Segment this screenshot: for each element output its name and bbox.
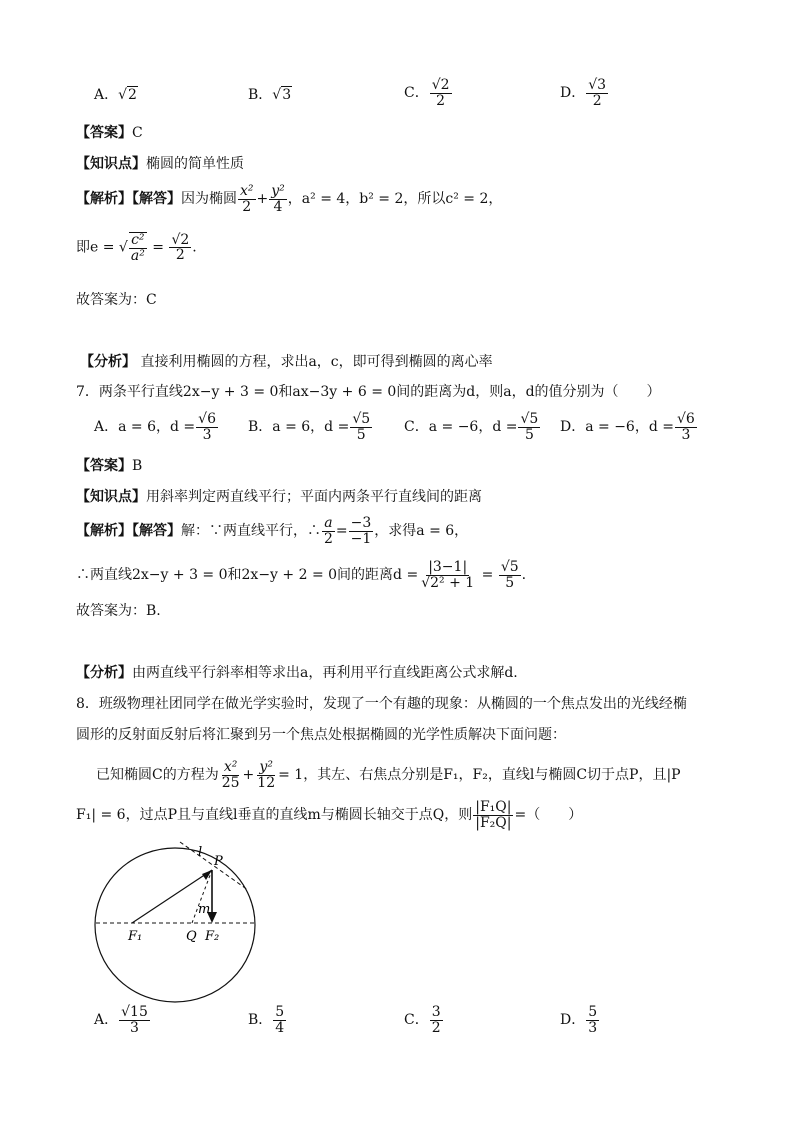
svg-text:F₁: F₁ — [128, 929, 143, 944]
q6-analysis-2: 即e = √ $\frac{\text{c²}}{\text{a²}}$ = $\frac{√2}{2}$ . — [76, 231, 197, 264]
q7-knowledge-point: 【知识点】用斜率判定两直线平行；平面内两条平行直线间的距离 — [76, 489, 482, 505]
svg-text:P: P — [214, 854, 223, 869]
q6-option-c: C． $\frac{√2}{2}$ — [404, 77, 450, 109]
q7-fenxi: 【分析】由两直线平行斜率相等求出a，再利用平行直线距离公式求解d. — [76, 665, 518, 681]
svg-text:m: m — [198, 902, 211, 917]
q8-option-a: A． $\frac{√15}{3}$ — [94, 1004, 148, 1036]
q7-option-c: C．a = −6，d = $\frac{√5}{5}$ — [404, 411, 539, 443]
q7-analysis-2: ∴两直线2x−y + 3 = 0和2x−y + 2 = 0间的距离d = $\frac{|3-1|}{\text{√2² + 1}}$ = $\frac{√5}{5}$ . — [76, 559, 527, 591]
svg-text:F₂: F₂ — [205, 929, 220, 944]
q6-fenxi: 【分析】 直接利用椭圆的方程，求出a，c，即可得到椭圆的离心率 — [80, 354, 493, 370]
q6-answer: 【答案】C — [76, 125, 143, 141]
q6-option-a: A．√2 — [94, 87, 137, 103]
q6-option-b: B．√3 — [248, 87, 292, 103]
q8-stem-3: 已知椭圆C的方程为 $\frac{\text{x²}}{25}$ + $\frac{\text{y²}}{12}$ = 1，其左、右焦点分别是F₁，F₂，直线l与椭圆C切于点P，且|P — [96, 759, 681, 791]
q8-stem-1: 8．班级物理社团同学在做光学实验时，发现了一个有趣的现象：从椭圆的一个焦点发出的光线经椭 — [76, 696, 687, 712]
q7-answer: 【答案】B — [76, 458, 143, 474]
q7-option-a: A．a = 6，d = $\frac{√6}{3}$ — [94, 411, 216, 443]
q7-option-b: B．a = 6，d = $\frac{√5}{5}$ — [248, 411, 371, 443]
q7-option-d: D．a = −6，d = $\frac{√6}{3}$ — [560, 411, 695, 443]
q7-stem: 7．两条平行直线2x−y + 3 = 0和ax−3y + 6 = 0间的距离为d，则a，d的值分别为（ ） — [76, 384, 661, 400]
q7-analysis: 【解析】【解答】解：∵两直线平行，∴ $\frac{a}{2}$ = $\frac{-3}{-1}$ ，求得a = 6， — [76, 515, 469, 547]
svg-text:Q: Q — [186, 929, 197, 944]
q6-analysis: 【解析】【解答】因为椭圆 $\frac{\text{x²}}{2}$ + $\frac{\text{y²}}{4}$ ，a² = 4，b² = 2，所以c² = 2， — [76, 183, 503, 215]
q7-final: 故答案为：B. — [76, 603, 161, 619]
q8-option-b: B． $\frac{5}{4}$ — [248, 1004, 285, 1036]
q8-option-c: C． $\frac{3}{2}$ — [404, 1004, 441, 1036]
ellipse-figure — [88, 840, 263, 1010]
arrow-head-p — [202, 870, 212, 880]
q6-option-d: D． $\frac{√3}{2}$ — [560, 77, 607, 109]
q8-option-d: D． $\frac{5}{3}$ — [560, 1004, 598, 1036]
sqrt-symbol: √ — [118, 87, 128, 103]
ellipse-curve — [95, 848, 255, 1002]
q6-knowledge-point: 【知识点】椭圆的简单性质 — [76, 156, 244, 172]
svg-text:l: l — [198, 845, 203, 860]
q8-stem-2: 圆形的反射面反射后将汇聚到另一个焦点处根据椭圆的光学性质解决下面问题： — [76, 727, 566, 743]
q6-final: 故答案为：C — [76, 292, 157, 308]
q8-stem-4: F₁| = 6，过点P且与直线l垂直的直线m与椭圆长轴交于点Q，则 $\frac{\text{|F₁Q|}}{\text{|F₂Q|}}$ =（ ） — [76, 799, 583, 831]
